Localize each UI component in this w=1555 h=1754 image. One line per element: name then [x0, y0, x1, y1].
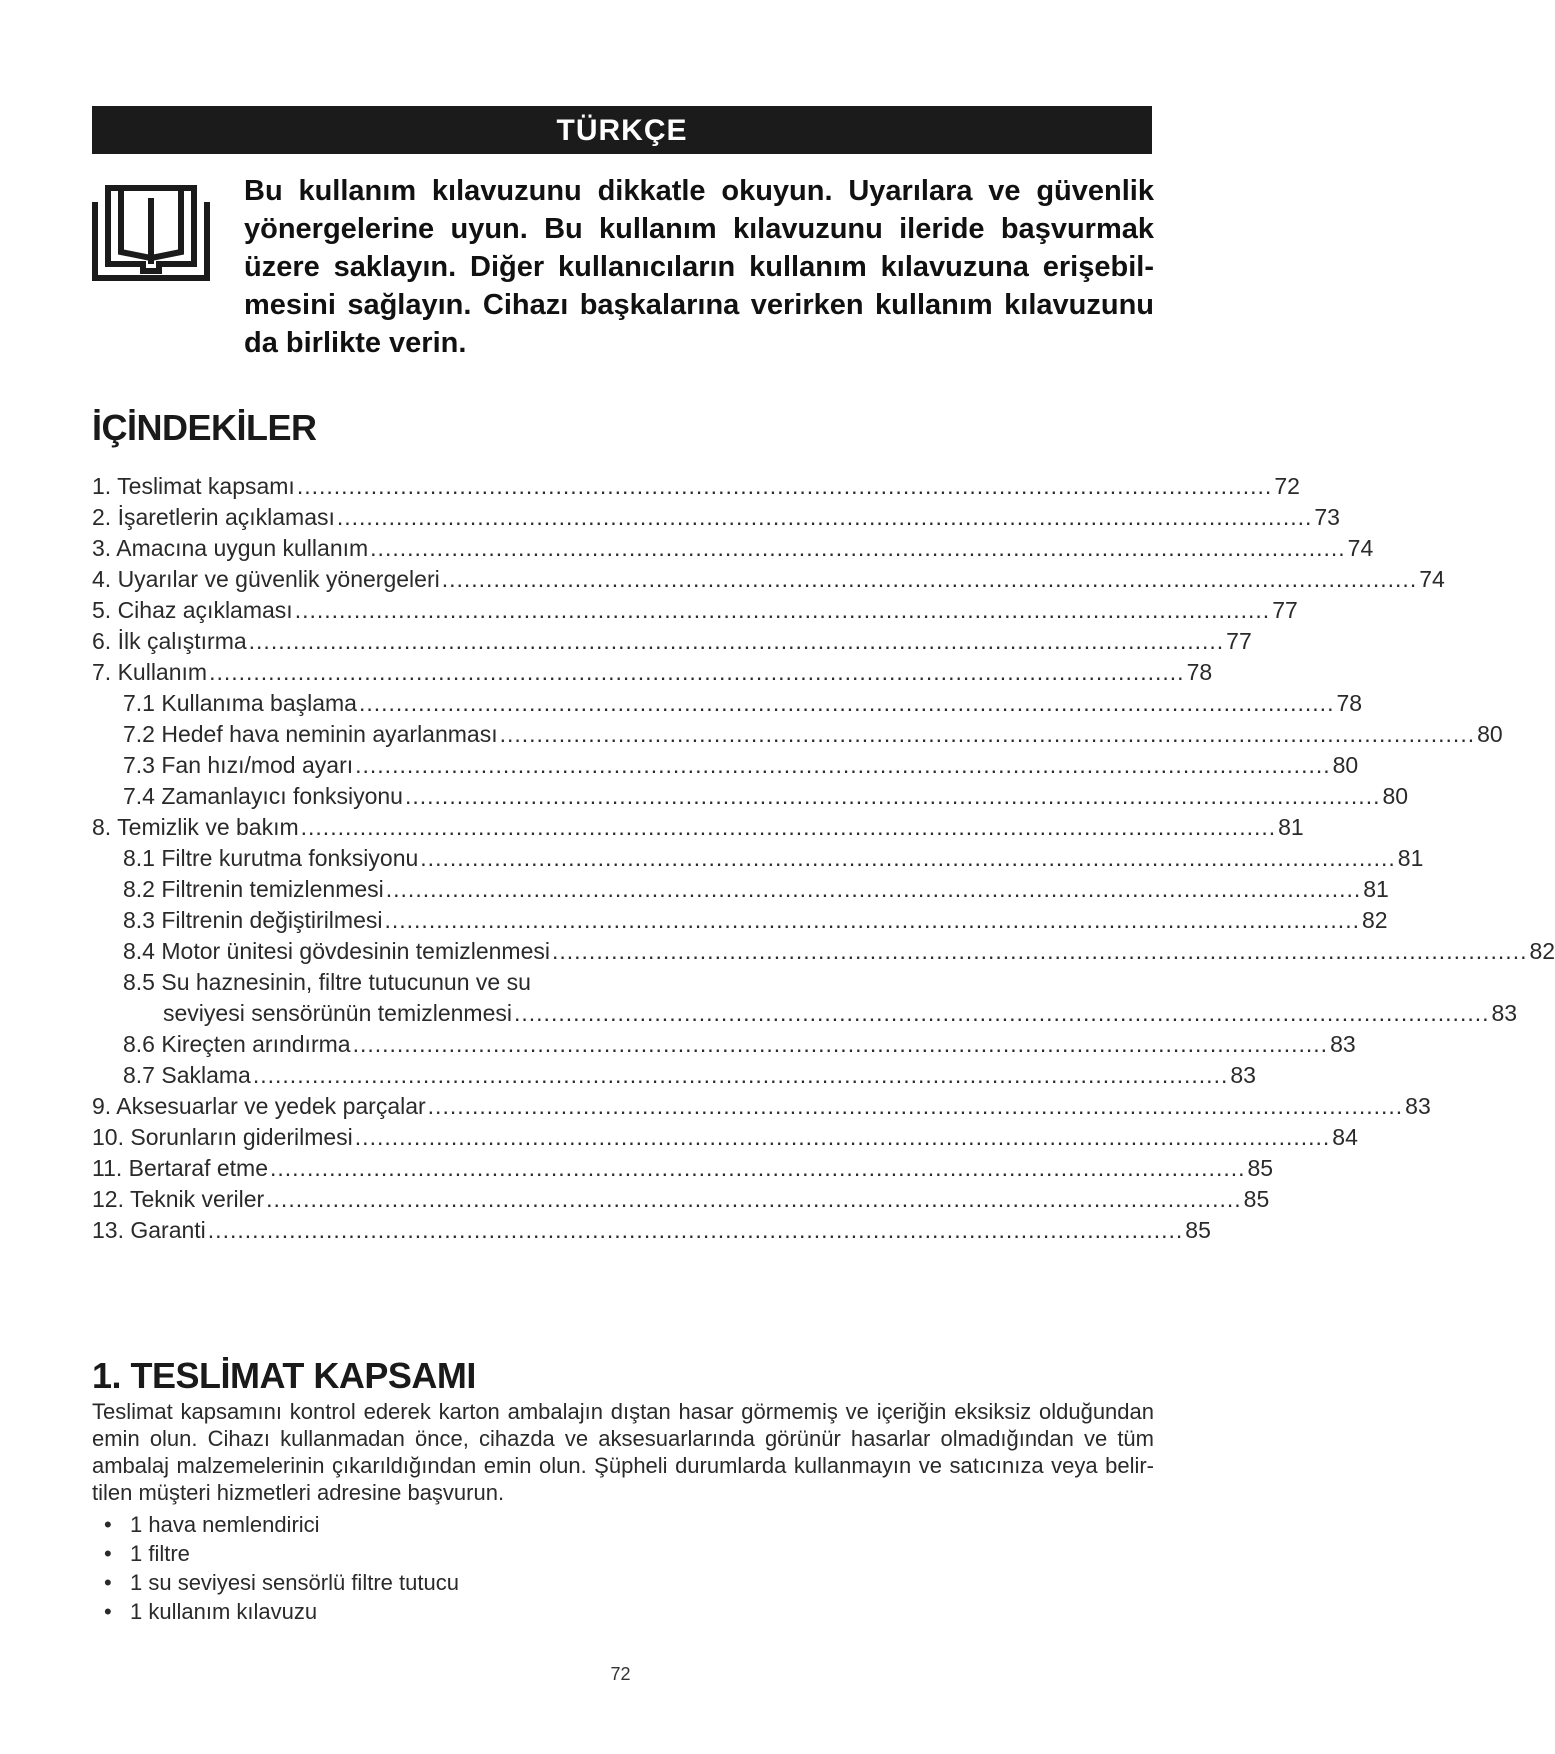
toc-subitem-continuation[interactable]: seviyesi sensörünün temizlenmesi .................................................................................................................................... 83: [163, 1000, 1518, 1026]
toc-item[interactable]: 3. Amacına uygun kullanım .................................................................................................................................... 74: [92, 535, 1374, 561]
toc-item[interactable]: 10. Sorunların giderilmesi .................................................................................................................................... 84: [92, 1124, 1358, 1150]
toc-subitem[interactable]: 8.2 Filtrenin temizlenmesi .................................................................................................................................... 81: [123, 876, 1389, 902]
toc-item[interactable]: 5. Cihaz açıklaması .................................................................................................................................... 77: [92, 597, 1298, 623]
toc-item[interactable]: 2. İşaretlerin açıklaması .................................................................................................................................... 73: [92, 504, 1340, 530]
toc-heading: İÇİNDEKİLER: [92, 407, 317, 448]
toc-item[interactable]: 13. Garanti .................................................................................................................................... 85: [92, 1217, 1211, 1243]
section-heading: 1. TESLİMAT KAPSAMI: [92, 1355, 476, 1396]
delivery-contents-list: [104, 1510, 459, 1626]
list-item: • 1 su seviyesi sensörlü filtre tutucu: [104, 1570, 459, 1595]
toc-item[interactable]: 4. Uyarılar ve güvenlik yönergeleri .................................................................................................................................... 74: [92, 566, 1445, 592]
section-body-text: Teslimat kapsamını kontrol ederek karton ambalajın dıştan hasar görmemiş ve içeriğin eksiksiz olduğundan emin olun. Cihazı kullanmadan önce, cihazda ve aksesuarlarında görünür hasarlar olmadığından ve tüm ambalaj malzemelerinin çıkarıldığından emin olun. Şüpheli durumlarda kullanmayın ve satıcınıza veya belirtilen müşteri hizmetleri adresine başvurun.: [92, 1399, 1154, 1505]
open-book-icon: [92, 178, 210, 284]
toc-subitem[interactable]: 7.4 Zamanlayıcı fonksiyonu .................................................................................................................................... 80: [123, 783, 1409, 809]
toc-subitem[interactable]: 8.1 Filtre kurutma fonksiyonu .................................................................................................................................... 81: [123, 845, 1424, 871]
language-header: TÜRKÇE: [92, 106, 1152, 154]
bullet-icon: •: [104, 1541, 112, 1566]
toc-item[interactable]: 1. Teslimat kapsamı .................................................................................................................................... 72: [92, 473, 1300, 499]
list-item: • 1 filtre: [104, 1541, 190, 1566]
toc-item[interactable]: 6. İlk çalıştırma .................................................................................................................................... 77: [92, 628, 1252, 654]
toc-subitem[interactable]: 8.5 Su haznesinin, filtre tutucunun ve su: [123, 969, 531, 995]
bullet-icon: •: [104, 1599, 112, 1624]
toc-subitem[interactable]: 8.6 Kireçten arındırma .................................................................................................................................... 83: [123, 1031, 1356, 1057]
toc-item[interactable]: 12. Teknik veriler .................................................................................................................................... 85: [92, 1186, 1270, 1212]
toc-subitem[interactable]: 8.4 Motor ünitesi gövdesinin temizlenmesi .................................................................................................................................... 82: [123, 938, 1555, 964]
toc-item[interactable]: 11. Bertaraf etme .................................................................................................................................... 85: [92, 1155, 1274, 1181]
toc-subitem[interactable]: 7.2 Hedef hava neminin ayarlanması .................................................................................................................................... 80: [123, 721, 1503, 747]
toc-subitem[interactable]: 7.3 Fan hızı/mod ayarı .................................................................................................................................... 80: [123, 752, 1359, 778]
list-item: • 1 hava nemlendirici: [104, 1512, 320, 1537]
toc-subitem[interactable]: 8.3 Filtrenin değiştirilmesi .................................................................................................................................... 82: [123, 907, 1388, 933]
toc-item[interactable]: 9. Aksesuarlar ve yedek parçalar .................................................................................................................................... 83: [92, 1093, 1431, 1119]
intro-notice: Bu kullanım kılavuzunu dikkatle okuyun. Uyarılara ve güvenlik yönergelerine uyun. Bu kullanım kılavuzunu ileride başvurmak üzere saklayın. Diğer kullanıcıların kullanım kılavuzuna erişebilmesini sağlayın. Cihazı başkalarına verirken kullanım kılavuzunu da birlikte verin.: [244, 175, 1154, 359]
bullet-icon: •: [104, 1512, 112, 1537]
toc-item[interactable]: 8. Temizlik ve bakım .................................................................................................................................... 81: [92, 814, 1304, 840]
toc-item[interactable]: 7. Kullanım .................................................................................................................................... 78: [92, 659, 1213, 685]
toc-subitem[interactable]: 7.1 Kullanıma başlama .................................................................................................................................... 78: [123, 690, 1363, 716]
page-number: 72: [610, 1664, 631, 1684]
bullet-icon: •: [104, 1570, 112, 1595]
list-item: • 1 kullanım kılavuzu: [104, 1599, 318, 1624]
toc-subitem[interactable]: 8.7 Saklama .................................................................................................................................... 83: [123, 1062, 1256, 1088]
